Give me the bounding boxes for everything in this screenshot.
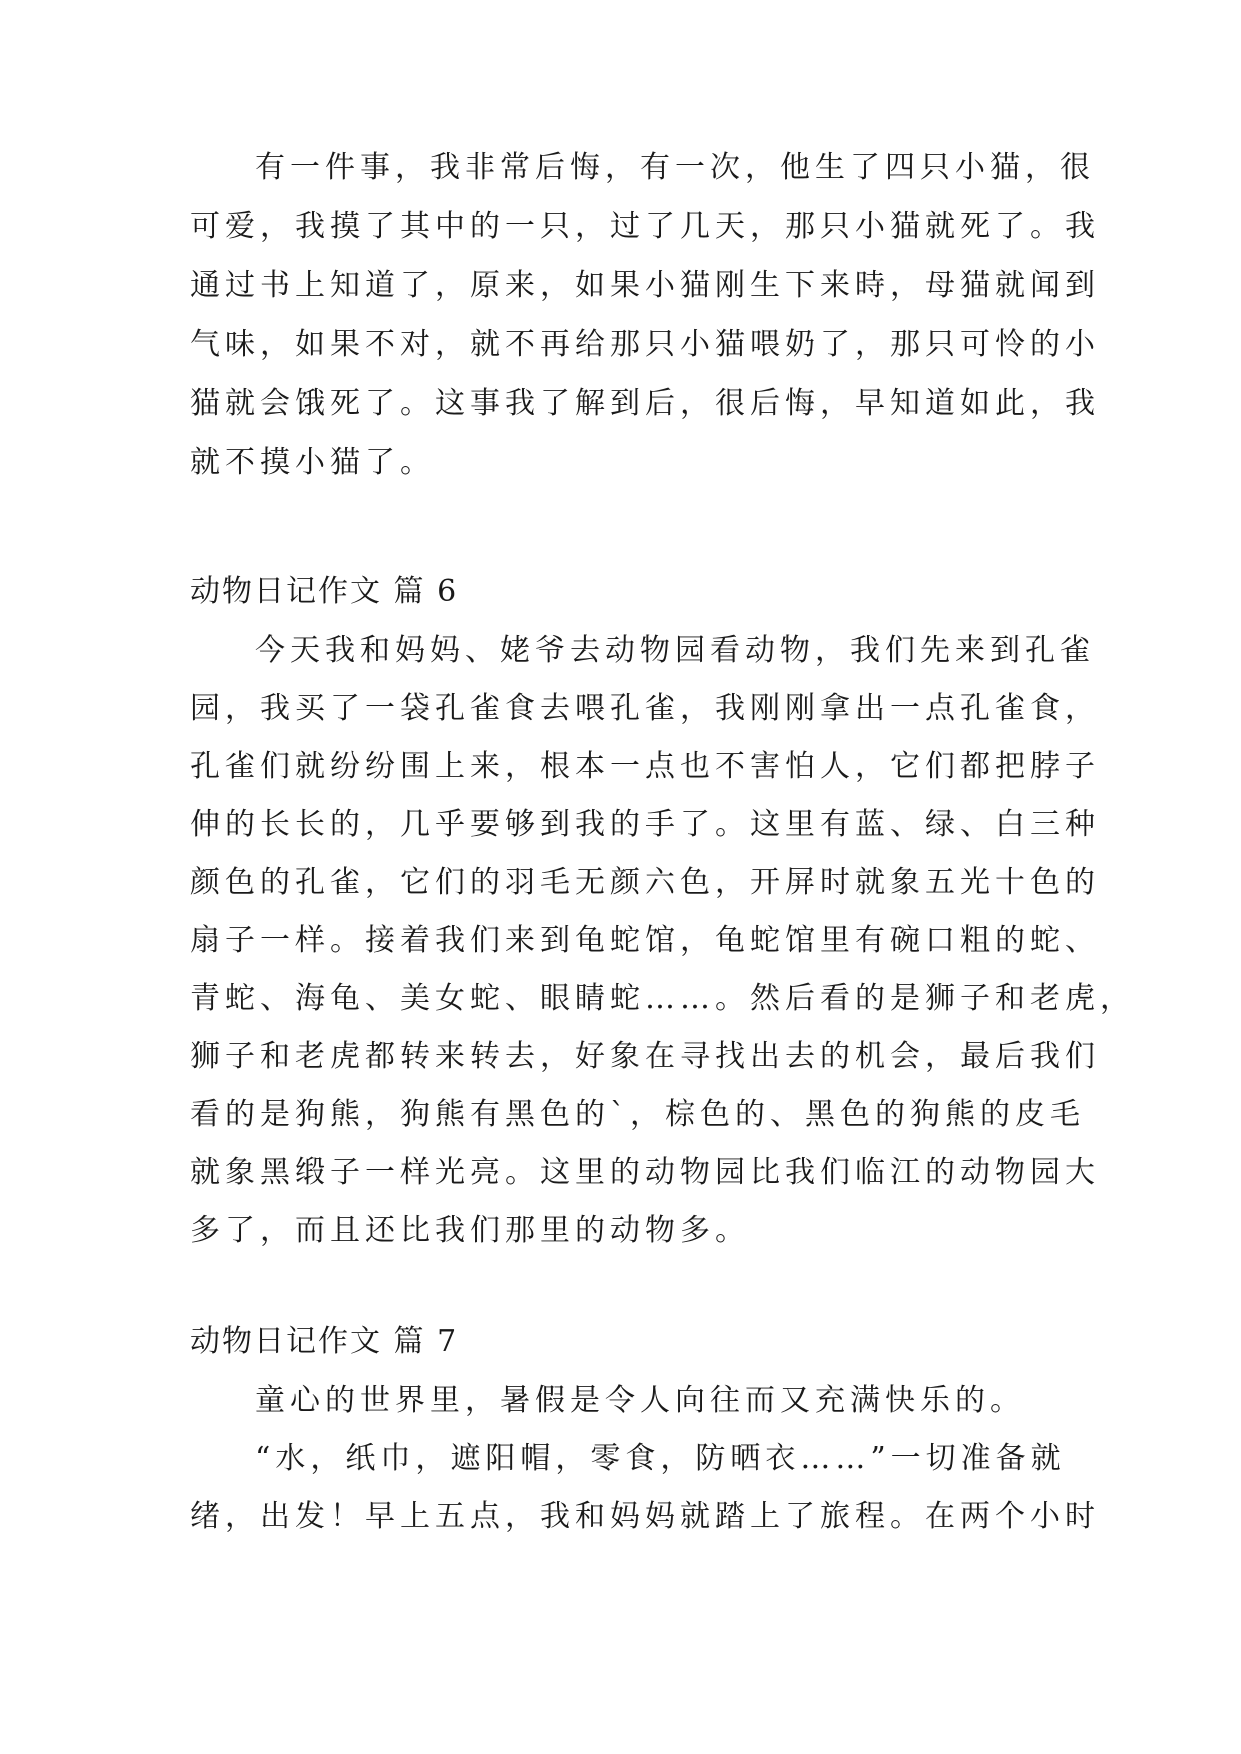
paragraph-line: 园，我买了一袋孔雀食去喂孔雀，我刚刚拿出一点孔雀食， (190, 691, 1100, 726)
paragraph-line: 孔雀们就纷纷围上来，根本一点也不害怕人，它们都把脖子 (190, 749, 1100, 784)
paragraph-line: 绪，出发！早上五点，我和妈妈就踏上了旅程。在两个小时 (190, 1499, 1100, 1534)
paragraph-line: 今天我和妈妈、姥爷去动物园看动物，我们先来到孔雀 (255, 633, 1095, 668)
paragraph-line: 气味，如果不对，就不再给那只小猫喂奶了，那只可怜的小 (190, 327, 1100, 362)
paragraph-line: “水，纸巾，遮阳帽，零食，防晒衣……”一切准备就 (255, 1441, 1066, 1476)
paragraph-line: 就不摸小猫了。 (190, 445, 435, 480)
paragraph-line: 多了，而且还比我们那里的动物多。 (190, 1213, 750, 1248)
paragraph-line: 伸的长长的，几乎要够到我的手了。这里有蓝、绿、白三种 (190, 807, 1100, 842)
paragraph-line: 扇子一样。接着我们来到龟蛇馆，龟蛇馆里有碗口粗的蛇、 (190, 923, 1100, 958)
paragraph-line: 青蛇、海龟、美女蛇、眼睛蛇……。然后看的是狮子和老虎， (190, 981, 1135, 1016)
paragraph-line: 通过书上知道了，原来，如果小猫刚生下来時，母猫就闻到 (190, 268, 1100, 303)
paragraph-line: 可爱，我摸了其中的一只，过了几天，那只小猫就死了。我 (190, 209, 1100, 244)
paragraph-line: 看的是狗熊，狗熊有黑色的`，棕色的、黑色的狗熊的皮毛 (190, 1097, 1085, 1132)
paragraph-line: 就象黑缎子一样光亮。这里的动物园比我们临江的动物园大 (190, 1155, 1100, 1190)
paragraph-line: 童心的世界里，暑假是令人向往而又充满快乐的。 (255, 1383, 1025, 1418)
paragraph-line: 狮子和老虎都转来转去，好象在寻找出去的机会，最后我们 (190, 1039, 1100, 1074)
section-heading: 动物日记作文 篇 6 (190, 574, 459, 609)
paragraph-line: 颜色的孔雀，它们的羽毛无颜六色，开屏时就象五光十色的 (190, 865, 1100, 900)
paragraph-line: 猫就会饿死了。这事我了解到后，很后悔，早知道如此，我 (190, 386, 1100, 421)
section-heading: 动物日记作文 篇 7 (190, 1324, 459, 1359)
paragraph-line: 有一件事，我非常后悔，有一次，他生了四只小猫，很 (255, 150, 1095, 185)
